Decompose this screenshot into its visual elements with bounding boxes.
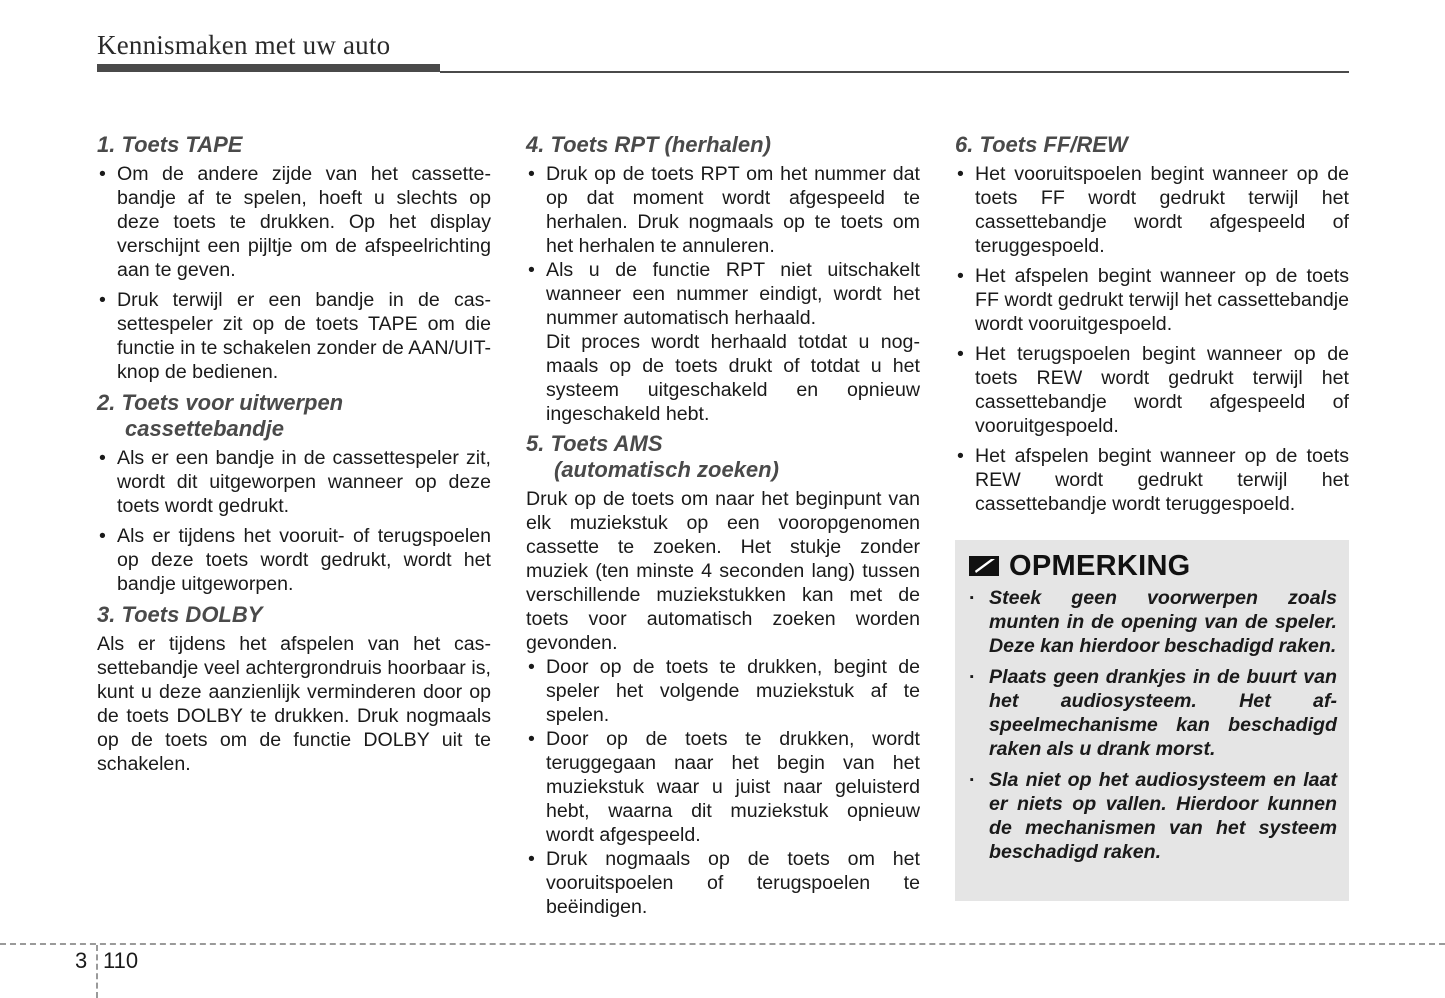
note-item [969,586,1337,658]
list-item [955,444,1349,516]
bullet-mark: • [99,447,106,469]
page-number: 110 [103,948,139,973]
bullet-text: Druk terwijl er een bandje in de cassettespeler zit op de toets TAPE om die functie in te schakelen zonder de AAN/UIT-knop de bedienen. [117,289,491,383]
list-item [526,727,920,847]
pencil-note-icon [969,556,999,576]
bullet-mark: · [969,769,976,791]
bullet-text: Om de andere zijde van het cassettebandje af te spelen, hoeft u slechts op deze toets te drukken. Op het display verschijnt een pijltje om de afspeelrichting aan te geven. [117,163,491,281]
section-title-dolby: 3. Toets DOLBY [97,602,263,627]
footer-dashed-rule [0,943,1445,945]
section-title-tape: 1. Toets TAPE [97,132,243,157]
note-item [969,665,1337,761]
bullet-text: Het terugspoelen begint wanneer op de toets REW wordt gedrukt terwijl het cassettebandje wordt afgespeeld of vooruitgespoeld. [975,343,1349,437]
bullet-mark: · [969,587,976,609]
bullet-mark: • [957,343,964,365]
header-rule-thin [440,71,1349,73]
note-box [955,540,1349,901]
list-item [97,162,491,282]
list-item [955,342,1349,438]
bullet-mark: • [99,163,106,185]
list-item [97,524,491,596]
chapter-number: 3 [75,948,88,973]
bullet-text: Het afspelen begint wanneer op de toets REW wordt gedrukt terwijl het cassettebandje wordt teruggespoeld. [975,445,1349,515]
rpt-bullet-list [526,162,920,426]
column-2 [526,132,920,924]
ff-rew-bullet-list [955,162,1349,516]
note-item-text: Steek geen voorwerpen zoals munten in de opening van de speler. Deze kan hierdoor beschadigd raken. [989,587,1337,657]
bullet-mark: • [528,848,535,870]
bullet-text: Als er een bandje in de cassettespeler zit, wordt dit uitgeworpen wanneer op deze toets wordt gedrukt. [117,447,491,517]
bullet-text: Door op de toets te drukken, begint de speler het volgende muziekstuk af te spelen. [546,656,920,726]
bullet-text: Door op de toets te drukken, wordt teruggegaan naar het begin van het muziekstuk waar u juist naar geluisterd hebt, waarna dit muziekstuk opnieuw wordt afgespeeld. [546,728,920,846]
bullet-mark: • [528,728,535,750]
bullet-text: Als u de functie RPT niet uitschakelt wanneer een nummer eindigt, wordt het nummer automatisch herhaald. [546,259,920,329]
eject-bullet-list [97,446,491,596]
list-item [526,162,920,258]
bullet-text-continuation: Dit proces wordt herhaald totdat u nogmaals op de toets drukt of totdat u het systeem uitgeschakeld en opnieuw ingeschakeld hebt. [546,331,920,425]
ams-bullet-list [526,655,920,919]
bullet-text: Het vooruitspoelen begint wanneer op de toets FF wordt gedrukt terwijl het cassettebandje wordt afgespeeld of teruggespoeld. [975,163,1349,257]
bullet-text: Als er tijdens het vooruit- of terugspoelen op deze toets wordt gedrukt, wordt het bandje uitgeworpen. [117,525,491,595]
bullet-mark: • [528,163,535,185]
note-item [969,768,1337,864]
list-item [97,446,491,518]
bullet-text: Druk op de toets RPT om het nummer dat op dat moment wordt afgespeeld te herhalen. Druk nogmaals op te toets om het herhalen te annuleren. [546,163,920,257]
list-item [526,258,920,426]
list-item [955,264,1349,336]
note-item-text: Plaats geen drankjes in de buurt van het audiosysteem. Het afspeelmechanisme kan beschadigd raken als u drank morst. [989,666,1337,760]
section-title-ams [526,431,920,483]
note-title: OPMERKING [1009,549,1191,582]
bullet-text: Druk nogmaals op de toets om het vooruitspoelen of terugspoelen te beëindigen. [546,848,920,918]
section-title-rpt: 4. Toets RPT (herhalen) [526,132,771,157]
section-title-line-1: 2. Toets voor uitwerpen [97,390,344,415]
list-item [526,847,920,919]
list-item [526,655,920,727]
section-title-line-2: cassettebandje [125,416,284,441]
bullet-mark: • [957,265,964,287]
bullet-mark: · [969,666,976,688]
bullet-mark: • [957,445,964,467]
tape-bullet-list [97,162,491,384]
ams-paragraph: Druk op de toets om naar het beginpunt van elk muziekstuk op een vooropgenomen cassette te zoeken. Het stukje zonder muziek (ten minste 4 seconden lang) tussen verschillende muziekstukken kan met de toets voor automatisch zoeken worden gevonden. [526,488,920,654]
header-rule-thick [97,64,440,72]
bullet-text: Het afspelen begint wanneer op de toets FF wordt gedrukt terwijl het cassettebandje wordt vooruitgespoeld. [975,265,1349,335]
section-title-line-2: (automatisch zoeken) [554,457,779,482]
running-header-title: Kennismaken met uw auto [97,30,391,60]
bullet-mark: • [99,289,106,311]
bullet-mark: • [99,525,106,547]
dolby-paragraph: Als er tijdens het afspelen van het cassettebandje veel achtergrondruis hoorbaar is, kunt u deze aanzienlijk verminderen door op de toets DOLBY te drukken. Druk nogmaals op de toets om de functie DOLBY uit te schakelen. [97,633,491,775]
section-title-ff-rew: 6. Toets FF/REW [955,132,1128,157]
bullet-mark: • [957,163,964,185]
column-1 [97,132,491,781]
list-item [955,162,1349,258]
column-3 [955,132,1349,522]
bullet-mark: • [528,259,535,281]
footer-dashed-divider [96,945,98,998]
list-item [97,288,491,384]
note-header [969,550,1191,582]
note-list [969,586,1337,871]
section-title-line-1: 5. Toets AMS [526,431,663,456]
section-title-eject [97,390,491,442]
bullet-mark: • [528,656,535,678]
note-item-text: Sla niet op het audiosysteem en laat er niets op vallen. Hierdoor kunnen de mechanismen van het systeem beschadigd raken. [989,769,1337,863]
